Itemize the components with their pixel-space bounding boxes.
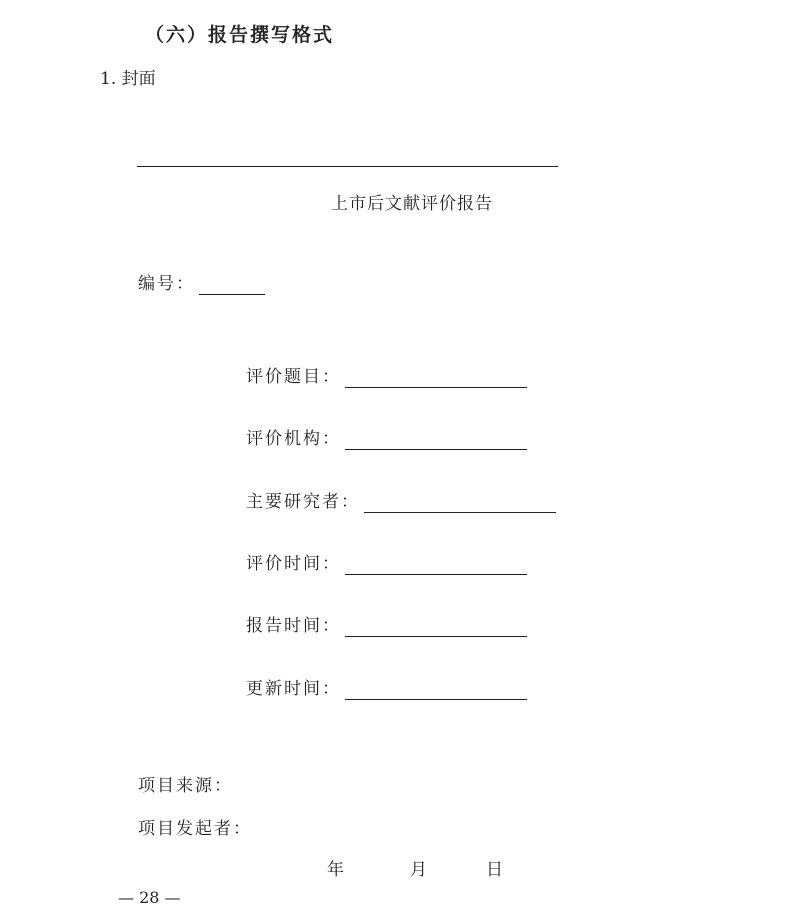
- report-title: 上市后文献评价报告: [331, 194, 493, 214]
- project-initiator-label: 项目发起者：: [138, 819, 252, 839]
- field-row-report-time: [246, 615, 527, 637]
- blank-title-line: [137, 166, 558, 167]
- field-row-evaluation-topic: [246, 366, 527, 388]
- date-year-label: 年: [327, 860, 344, 880]
- field-blank-line: [345, 618, 527, 637]
- number-label: 编号：: [138, 274, 195, 294]
- field-label: 评价题目：: [246, 367, 341, 387]
- field-blank-line: [345, 431, 527, 450]
- field-row-evaluation-time: [246, 553, 527, 575]
- number-field: [138, 273, 265, 295]
- page-number: — 28 —: [118, 888, 181, 907]
- field-row-principal-investigator: [246, 491, 556, 513]
- section-heading: （六）报告撰写格式: [145, 24, 335, 46]
- field-blank-line: [345, 556, 527, 575]
- date-month-label: 月: [410, 860, 427, 880]
- field-row-update-time: [246, 678, 527, 700]
- field-blank-line: [364, 494, 556, 513]
- field-row-evaluation-institution: [246, 428, 527, 450]
- field-label: 更新时间：: [246, 679, 341, 699]
- field-label: 报告时间：: [246, 616, 341, 636]
- field-label: 主要研究者：: [246, 492, 360, 512]
- field-label: 评价机构：: [246, 429, 341, 449]
- project-source-label: 项目来源：: [138, 776, 233, 796]
- field-blank-line: [345, 681, 527, 700]
- cover-sub-heading: 1. 封面: [100, 69, 156, 89]
- date-day-label: 日: [486, 860, 503, 880]
- field-label: 评价时间：: [246, 554, 341, 574]
- field-blank-line: [345, 369, 527, 388]
- number-blank-line: [199, 276, 265, 295]
